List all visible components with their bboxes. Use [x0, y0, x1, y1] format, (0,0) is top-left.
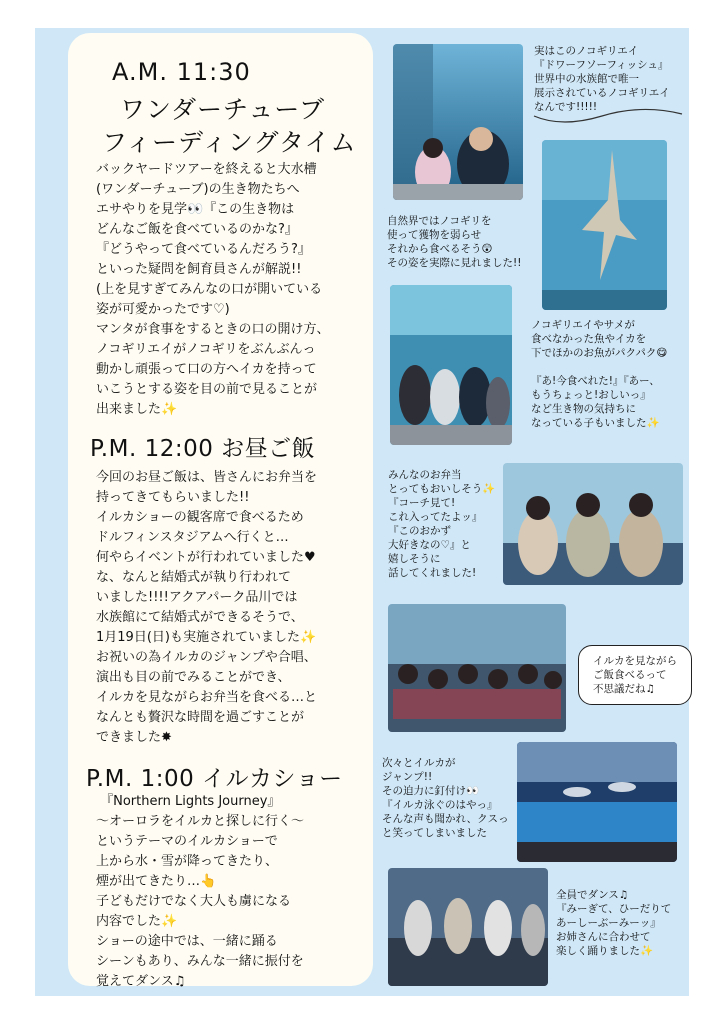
am-body-text: バックヤードツアーを終えると大水槽 (ワンダーチューブ)の生き物たちへ エサやりを見学👀『この生き物は どんなご飯を食べているのかな?』 『どうやって食べているんだろう?』 といった疑問を飼育員さんが解説!! (上を見すぎてみんなの口が開いている 姿が可愛かったです♡) マンタが食事をするときの口の開け方、 ノコギリエイがノコギリをぶんぶんっ 動かし頑張って口の方へイカを持って いこうとする姿を目の前で見ることが 出来ました✨ — [96, 162, 330, 417]
am-time-heading: A.M. 11:30 — [112, 58, 251, 86]
photo-tunnel-children — [393, 44, 523, 200]
pm1-body-text: 『Northern Lights Journey』 ～オーロラをイルカと探しに行く～ というテーマのイルカショーで 上から水・雪が降ってきたり、 煙が出てきたり…👆 子どもだけでなく大人も虜になる 内容でした✨ ショーの途中では、一緒に踊る シーンもあり、みんな一緒に振付を 覚えてダンス♫ — [96, 794, 305, 989]
photo-lunch-girls — [503, 463, 683, 585]
photo-dance — [388, 868, 548, 986]
photo-sawfish — [542, 140, 667, 310]
photo-dolphin-show — [517, 742, 677, 862]
pm12-heading: P.M. 12:00 お昼ご飯 — [90, 436, 316, 462]
caption-underline-icon — [532, 96, 684, 132]
am-title-line1: ワンダーチューブ — [120, 95, 326, 124]
pm1-heading: P.M. 1:00 イルカショー — [86, 766, 343, 792]
caption-sawfish-intro: 実はこのノコギリエイ 『ドワーフソーフィッシュ』 世界中の水族館で唯一 展示されているノコギリエイ なんです!!!!! — [534, 45, 670, 113]
photo-tank-viewing — [390, 285, 512, 445]
pm12-body-text: 今回のお昼ご飯は、皆さんにお弁当を 持ってきてもらいました!! イルカショーの観客席で食べるため ドルフィンスタジアムへ行くと… 何やらイベントが行われていました♥ な、なんと結婚式が執り行われて いました!!!!アクアパーク品川では 水族館にて結婚式ができるそうで、 1月19日(日)も実施されていました✨ お祝いの為イルカのジャンプや合唱、 演出も目の前でみることができ、 イルカを見ながらお弁当を食べる…と なんとも贅沢な時間を過ごすことが できました✸ — [96, 470, 318, 745]
caption-nature: 自然界ではノコギリを 使って獲物を弱らせ それから食べるそう😲 その姿を実際に見れました!! — [387, 215, 522, 269]
caption-bubble: イルカを見ながら ご飯食べるって 不思議だね♫ — [593, 655, 677, 695]
caption-lunch: みんなのお弁当 とってもおいしそう✨ 『コーチ見て! これ入ってたよッ』 『このおかず 大好きなの♡』と 嬉しそうに 話してくれました! — [388, 469, 496, 579]
caption-dance: 全員でダンス♫ 『みーぎて、ひーだりて あーしーぶーみーッ』 お姉さんに合わせて 楽しく踊りました✨ — [556, 889, 672, 957]
photo-stadium-crowd — [388, 604, 566, 732]
am-title-line2: フィーディングタイム — [102, 128, 357, 157]
speech-bubble — [578, 645, 692, 705]
caption-jump: 次々とイルカが ジャンプ!! その迫力に釘付け👀 『イルカ泳ぐのはやっ』 そんな声も聞かれ、クスっ と笑ってしまいました — [382, 757, 509, 839]
caption-feeding: ノコギリエイやサメが 食べなかった魚やイカを 下でほかのお魚がパクパク😋 『あ!今食べれた!』『あー、 もうちょっと!おしいっ』 など生き物の気持ちに なっている子もいました✨ — [531, 319, 668, 429]
